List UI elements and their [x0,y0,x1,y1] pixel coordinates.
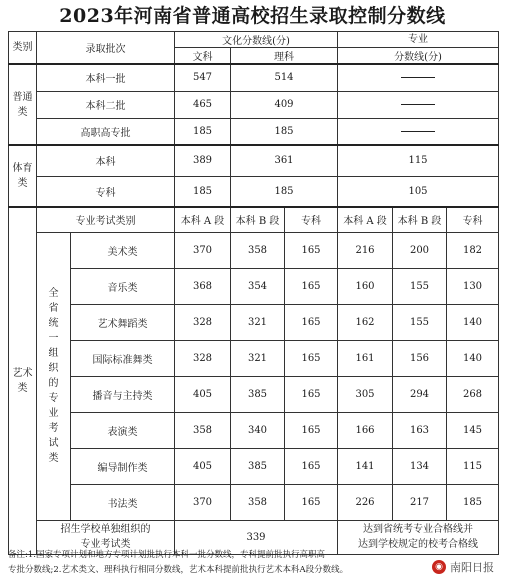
art-score: 165 [285,412,338,448]
art-culture-a-header: 本科 A 段 [175,207,231,232]
art-score: 216 [338,232,393,268]
art-score: 358 [175,412,231,448]
like-score: 409 [231,91,338,118]
art-score: 328 [175,340,231,376]
wenke-score: 547 [175,64,231,91]
art-score: 182 [447,232,499,268]
art-score: 145 [447,412,499,448]
major-score: 105 [338,176,499,207]
art-score: 226 [338,484,393,520]
like-score: 514 [231,64,338,91]
art-score: 328 [175,304,231,340]
notes [8,548,498,578]
header-major-line1: 专业 [408,34,428,45]
art-score: 166 [338,412,393,448]
major-score: 115 [338,145,499,176]
weibo-logo-icon: ◉ [432,560,446,574]
art-exam-type-header: 专业考试类别 [37,207,175,232]
header-wenke: 文科 [175,48,231,65]
unified-exam-label: 全省统一组织的专业考试类 [37,232,71,520]
art-score: 200 [393,232,447,268]
watermark [429,558,497,576]
art-score: 385 [231,376,285,412]
art-score: 165 [285,376,338,412]
major-score-dash [338,91,499,118]
art-score: 385 [231,448,285,484]
art-score: 162 [338,304,393,340]
art-major-zhuanke-header: 专科 [447,207,499,232]
school-exam-major-line2: 达到学校规定的校考合格线 [358,539,478,550]
like-score: 361 [231,145,338,176]
art-score: 217 [393,484,447,520]
art-score: 160 [338,268,393,304]
like-score: 185 [231,118,338,145]
batch-label: 本科 [37,145,175,176]
art-exam-name: 国际标准舞类 [71,340,175,376]
header-batch: 录取批次 [37,32,175,65]
art-score: 141 [338,448,393,484]
batch-label: 本科一批 [37,64,175,91]
header-major-score [338,32,499,48]
art-culture-zhuanke-header: 专科 [285,207,338,232]
header-like: 理科 [231,48,338,65]
art-score: 163 [393,412,447,448]
art-score: 358 [231,232,285,268]
art-score: 165 [285,232,338,268]
art-score: 370 [175,484,231,520]
major-score-dash [338,64,499,91]
art-score: 368 [175,268,231,304]
category-sports: 体育类 [9,145,37,207]
school-exam-label-line2: 专业考试类 [80,539,131,550]
art-score: 370 [175,232,231,268]
art-exam-name: 艺术舞蹈类 [71,304,175,340]
header-culture-score: 文化分数线(分) [175,32,338,48]
wenke-score: 389 [175,145,231,176]
notes-line1: 备注:1.国家专项计划和地方专项计划批执行本科一批分数线，专科提前批执行高职高 [8,550,325,560]
art-score: 305 [338,376,393,412]
art-score: 155 [393,268,447,304]
art-culture-b-header: 本科 B 段 [231,207,285,232]
art-score: 140 [447,304,499,340]
school-exam-major-line1: 达到省统考专业合格线并 [363,524,473,535]
art-major-a-header: 本科 A 段 [338,207,393,232]
school-exam-culture-score: 339 [175,520,338,554]
art-score: 294 [393,376,447,412]
header-category: 类别 [9,32,37,65]
art-exam-name: 音乐类 [71,268,175,304]
art-score: 130 [447,268,499,304]
batch-label: 高职高专批 [37,118,175,145]
header-major-line2: 分数线(分) [338,48,499,65]
category-art: 艺术类 [9,207,37,554]
art-exam-name: 美术类 [71,232,175,268]
school-exam-label-line1: 招生学校单独组织的 [60,524,151,535]
batch-label: 本科二批 [37,91,175,118]
art-score: 165 [285,448,338,484]
art-exam-name: 书法类 [71,484,175,520]
art-score: 165 [285,484,338,520]
art-score: 140 [447,340,499,376]
art-major-b-header: 本科 B 段 [393,207,447,232]
art-score: 358 [231,484,285,520]
watermark-text: 南阳日报 [450,561,494,574]
art-score: 321 [231,304,285,340]
wenke-score: 185 [175,118,231,145]
art-score: 340 [231,412,285,448]
art-score: 165 [285,340,338,376]
art-score: 165 [285,304,338,340]
art-score: 354 [231,268,285,304]
art-score: 156 [393,340,447,376]
art-score: 155 [393,304,447,340]
art-score: 405 [175,376,231,412]
art-score: 165 [285,268,338,304]
notes-line2: 专批分数线;2.艺术类文、理科执行相同分数线，艺术本科提前批执行艺术本科A段分数线。 [8,565,349,575]
art-score: 268 [447,376,499,412]
art-score: 161 [338,340,393,376]
wenke-score: 465 [175,91,231,118]
batch-label: 专科 [37,176,175,207]
art-score: 185 [447,484,499,520]
art-score: 321 [231,340,285,376]
art-score: 134 [393,448,447,484]
art-exam-name: 表演类 [71,412,175,448]
like-score: 185 [231,176,338,207]
art-score: 115 [447,448,499,484]
art-exam-name: 播音与主持类 [71,376,175,412]
page-title: 2023年河南省普通高校招生录取控制分数线 [59,5,446,27]
category-general: 普通类 [9,64,37,145]
art-exam-name: 编导制作类 [71,448,175,484]
wenke-score: 185 [175,176,231,207]
major-score-dash [338,118,499,145]
art-score: 405 [175,448,231,484]
score-table [8,31,499,555]
